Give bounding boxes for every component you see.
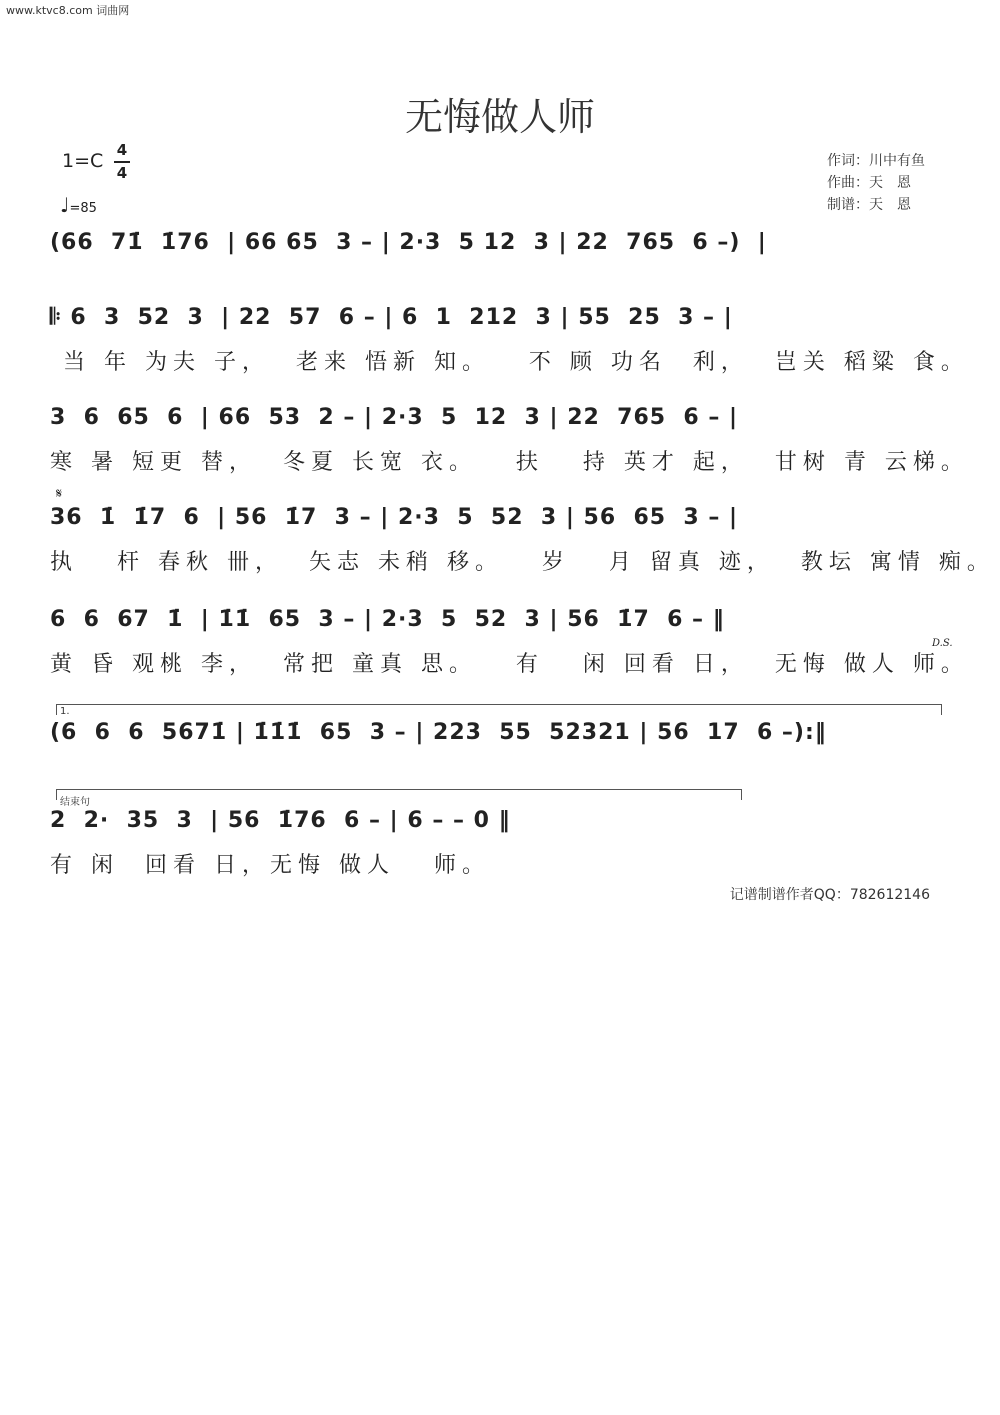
notes-line-3: 3 6 65 6 | 66 53 2 – | 2·3 5 12 3 | 22 765 6 – | (50, 405, 739, 430)
ds-marker: D.S. (932, 638, 953, 649)
score-line-4 (50, 505, 995, 575)
lyrics-line-7: 有 闲 回看 日，无悔 做人 师。 (50, 853, 490, 878)
segno-sign: 𝄋 (56, 486, 63, 502)
score-line-3 (50, 405, 969, 475)
lyrics-line-2: 当 年 为夫 子， 老来 悟新 知。 不 顾 功名 利， 岂关 稻粱 食。 (50, 350, 969, 375)
time-signature-bottom: 4 (116, 164, 128, 182)
notes-line-1: (66 71̇ 1̇76 | 66 65 3 – | 2·3 5 12 3 | 22 765 6 –) | (50, 230, 767, 255)
time-signature-divider (114, 161, 130, 163)
site-watermark: www.ktvc8.com 词曲网 (6, 4, 130, 17)
notes-line-4: 36 1̇ 1̇7 6 | 56 1̇7 3 – | 2·3 5 52 3 | 56 65 3 – | (50, 505, 739, 530)
score-line-7 (50, 808, 950, 878)
ending-label: 结束句 (60, 797, 90, 808)
score-line-1 (50, 230, 950, 300)
lyricist-credit: 作词：川中有鱼 (827, 153, 925, 169)
notes-line-7: 2 2· 35 3 | 56 1̇76 6 – | 6 – – 0 ‖ (50, 808, 511, 833)
time-signature-top: 4 (116, 141, 128, 159)
song-title: 无悔做人师 (404, 95, 595, 139)
credits-block (827, 150, 925, 216)
ending-bracket (56, 789, 742, 800)
score-line-2 (50, 305, 969, 375)
notes-line-5: 6 6 67 1̇ | 1̇1̇ 65 3 – | 2·3 5 52 3 | 56 1̇7 6 – ‖ (50, 607, 725, 632)
composer-credit: 作曲：天 恩 (827, 175, 911, 191)
score-line-6 (50, 720, 950, 790)
quarter-note-icon: ♩ (60, 193, 70, 217)
notes-line-6: (6 6 6 5671̇ | 1̇1̇1̇ 65 3 – | 223 55 52321 | 56 17 6 –):‖ (50, 720, 827, 745)
volta-label: 1. (60, 706, 70, 717)
time-signature (114, 141, 130, 183)
author-contact: 记谱制谱作者QQ：782612146 (729, 887, 930, 903)
lyrics-line-3: 寒 暑 短更 替， 冬夏 长宽 衣。 扶 持 英才 起， 甘树 青 云梯。 (50, 450, 969, 475)
lyrics-line-4: 执 杆 春秋 卌， 矢志 未稍 移。 岁 月 留真 迹， 教坛 寓情 痴。 (50, 550, 995, 575)
lyrics-line-5: 黄 昏 观桃 李， 常把 童真 思。 有 闲 回看 日， 无悔 做人 师。 (50, 652, 969, 677)
arranger-credit: 制谱：天 恩 (827, 197, 911, 213)
key-signature: 1=C (62, 150, 104, 172)
tempo-mark (60, 193, 97, 217)
tempo-value: =85 (69, 201, 97, 216)
notes-line-2: 𝄆 6 3 52 3 | 22 57 6 – | 6 1 212 3 | 55 25 3 – | (50, 305, 733, 330)
volta-bracket (56, 704, 942, 715)
score-line-5 (50, 607, 969, 677)
